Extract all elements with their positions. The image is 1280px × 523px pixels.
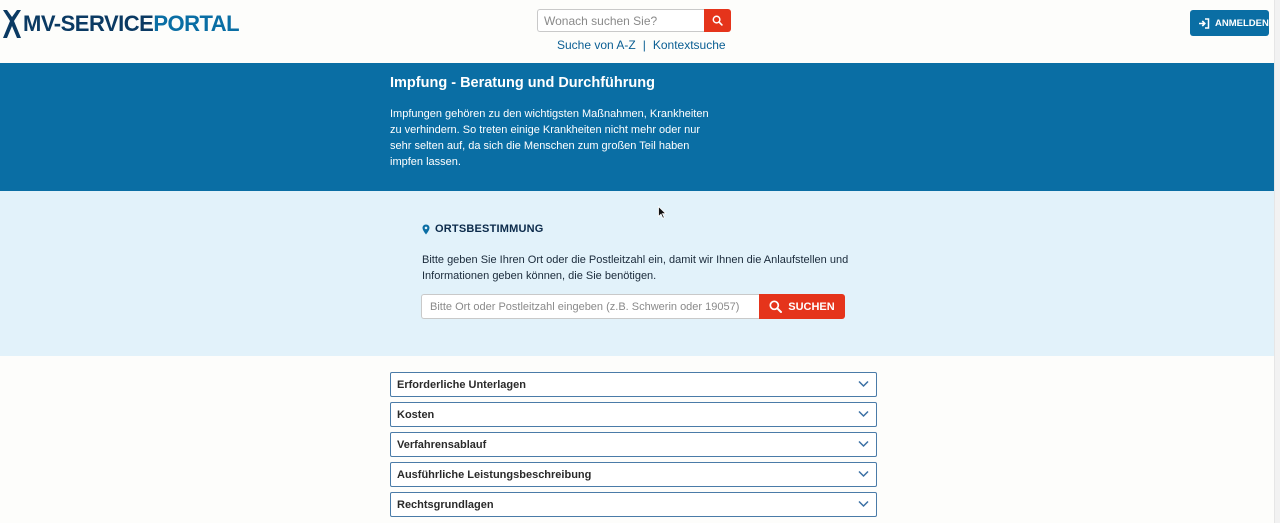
location-search — [421, 294, 845, 319]
accordion-service-description[interactable] — [390, 462, 877, 487]
accordion-legal-basis[interactable] — [390, 492, 877, 517]
accordion-label: Erforderliche Unterlagen — [397, 378, 526, 391]
mouse-cursor-icon — [658, 206, 667, 219]
search-input[interactable] — [537, 9, 704, 32]
search-icon — [712, 15, 723, 26]
search-links — [557, 38, 726, 52]
accordion-procedure[interactable] — [390, 432, 877, 457]
logo-mark-icon — [2, 9, 22, 39]
accordion-required-documents[interactable] — [390, 372, 877, 397]
hero-description: Impfungen gehören zu den wichtigsten Maßnahmen, Krankheiten zu verhindern. So treten einige Krankheiten nicht mehr oder nur sehr selten auf, da sich die Menschen zum großen Teil haben impfen lassen. — [390, 108, 709, 168]
page-title: Impfung - Beratung und Durchführung — [390, 75, 655, 91]
logo-text-portal: PORTAL — [153, 11, 240, 36]
site-logo[interactable] — [2, 8, 239, 40]
chevron-down-icon — [858, 500, 869, 508]
location-search-button[interactable] — [759, 294, 845, 319]
accordion-label: Ausführliche Leistungsbeschreibung — [397, 468, 592, 481]
sign-in-icon — [1198, 18, 1210, 29]
hero-section — [0, 63, 1274, 191]
link-separator: | — [642, 38, 646, 52]
location-search-label: SUCHEN — [788, 300, 835, 313]
chevron-down-icon — [858, 440, 869, 448]
search-az-link[interactable]: Suche von A-Z — [557, 38, 636, 52]
chevron-down-icon — [858, 380, 869, 388]
map-pin-icon — [422, 224, 430, 235]
page-header — [0, 0, 1274, 63]
login-button[interactable] — [1190, 10, 1269, 36]
accordion-label: Kosten — [397, 408, 435, 421]
login-label: ANMELDEN — [1215, 17, 1269, 29]
chevron-down-icon — [858, 410, 869, 418]
chevron-down-icon — [858, 470, 869, 478]
logo-text-mv: MV-SERVICE — [23, 11, 154, 36]
accordion-label: Rechtsgrundlagen — [397, 498, 494, 511]
location-section — [0, 191, 1274, 356]
search-button[interactable] — [704, 9, 731, 32]
location-input[interactable] — [421, 294, 759, 319]
logo-text — [23, 13, 239, 35]
global-search — [537, 9, 731, 32]
search-icon — [769, 300, 782, 313]
page-scrollbar[interactable] — [1274, 0, 1280, 523]
context-search-link[interactable]: Kontextsuche — [652, 38, 726, 52]
accordion-costs[interactable] — [390, 402, 877, 427]
location-heading-label: ORTSBESTIMMUNG — [435, 223, 544, 235]
location-description: Bitte geben Sie Ihren Ort oder die Postleitzahl ein, damit wir Ihnen die Anlaufstellen und Informationen geben können, die Sie benötigen. — [422, 254, 849, 282]
accordion-label: Verfahrensablauf — [397, 438, 487, 451]
location-heading — [422, 223, 544, 235]
